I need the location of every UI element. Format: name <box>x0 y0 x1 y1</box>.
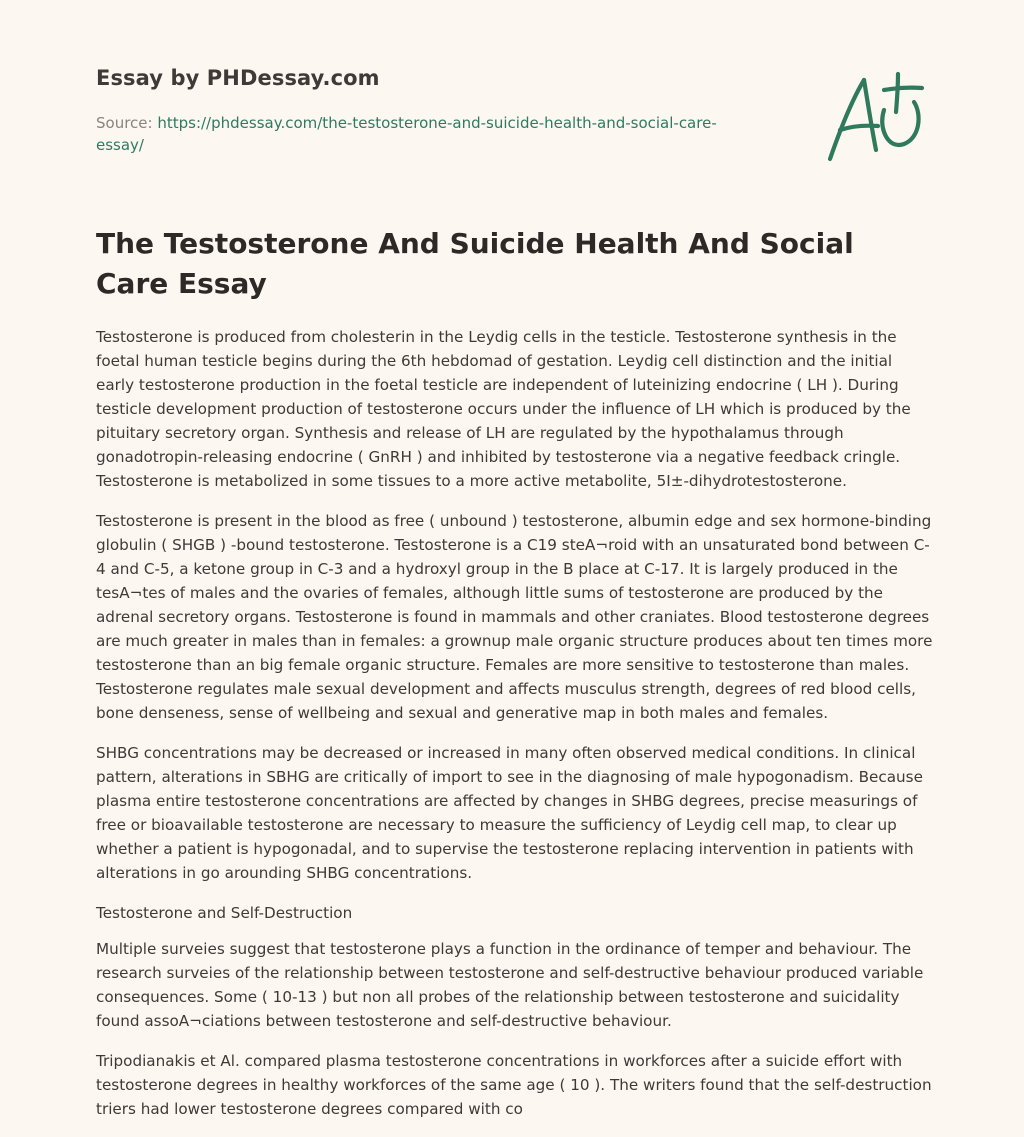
paragraph: SHBG concentrations may be decreased or increased in many often observed medical conditions. In clinical pattern, alterations in SBHG are critically of import to see in the diagnosing of male hypogonadism. Because plasma entire testosterone concentrations are affected by changes in SHBG degrees, precise measurings of free or bioavailable testosterone are necessary to measure the sufficiency of Leydig cell map, to clear up whether a patient is hypogonadal, and to supervise the testosterone replacing intervention in patients with alterations in go arounding SHBG concentrations. <box>96 744 923 882</box>
paragraph: Testosterone is produced from cholesterin in the Leydig cells in the testicle. Testosterone synthesis in the foetal human testicle begins during the 6th hebdomad of gestation. Leydig cell distinction and the initial early testosterone production in the foetal testicle are independent of luteinizing endocrine ( LH ). During testicle development production of testosterone occurs under the influence of LH which is produced by the pituitary secretory organ. Synthesis and release of LH are regulated by the hypothalamus through gonadotropin-releasing endocrine ( GnRH ) and inhibited by testosterone via a negative feedback cringle. Testosterone is metabolized in some tissues to a more active metabolite, 5I±-dihydrotestosterone. <box>96 328 911 490</box>
paragraph: Tripodianakis et Al. compared plasma testosterone concentrations in workforces after a suicide effort with testosterone degrees in healthy workforces of the same age ( 10 ). The writers found that the self-destruction triers had lower testosterone degrees compared with co <box>96 1052 932 1118</box>
section-heading: Testosterone and Self-Destruction <box>96 904 353 922</box>
source-line <box>96 112 736 156</box>
source-link[interactable]: https://phdessay.com/the-testosterone-and-suicide-health-and-social-care-essay/ <box>96 114 717 154</box>
article-title: The Testosterone And Suicide Health And Social Care Essay <box>96 227 854 300</box>
article-body <box>96 325 934 1137</box>
paragraph: Testosterone is present in the blood as free ( unbound ) testosterone, albumin edge and sex hormone-binding globulin ( SHGB ) -bound testosterone. Testosterone is a C19 steA¬roid with an unsaturated bond between C-4 and C-5, a ketone group in C-3 and a hydroxyl group in the B place at C-17. It is largely produced in the tesA¬tes of males and the ovaries of females, although little sums of testosterone are produced by the adrenal secretory organs. Testosterone is found in mammals and other craniates. Blood testosterone degrees are much greater in males than in females: a grownup male organic structure produces about ten times more testosterone than an big female organic structure. Females are more sensitive to testosterone than males. Testosterone regulates male sexual development and affects musculus strength, degrees of red blood cells, bone denseness, sense of wellbeing and sexual and generative map in both males and females. <box>96 512 933 722</box>
paragraph: Multiple surveies suggest that testosterone plays a function in the ordinance of temper and behaviour. The research surveies of the relationship between testosterone and self-destructive behaviour produced variable consequences. Some ( 10-13 ) but non all probes of the relationship between testosterone and suicidality found assoA¬ciations between testosterone and self-destructive behaviour. <box>96 940 924 1030</box>
brand-name: Essay by PHDessay.com <box>96 66 380 90</box>
source-label: Source: <box>96 114 158 132</box>
a-plus-logo-icon <box>818 68 930 166</box>
